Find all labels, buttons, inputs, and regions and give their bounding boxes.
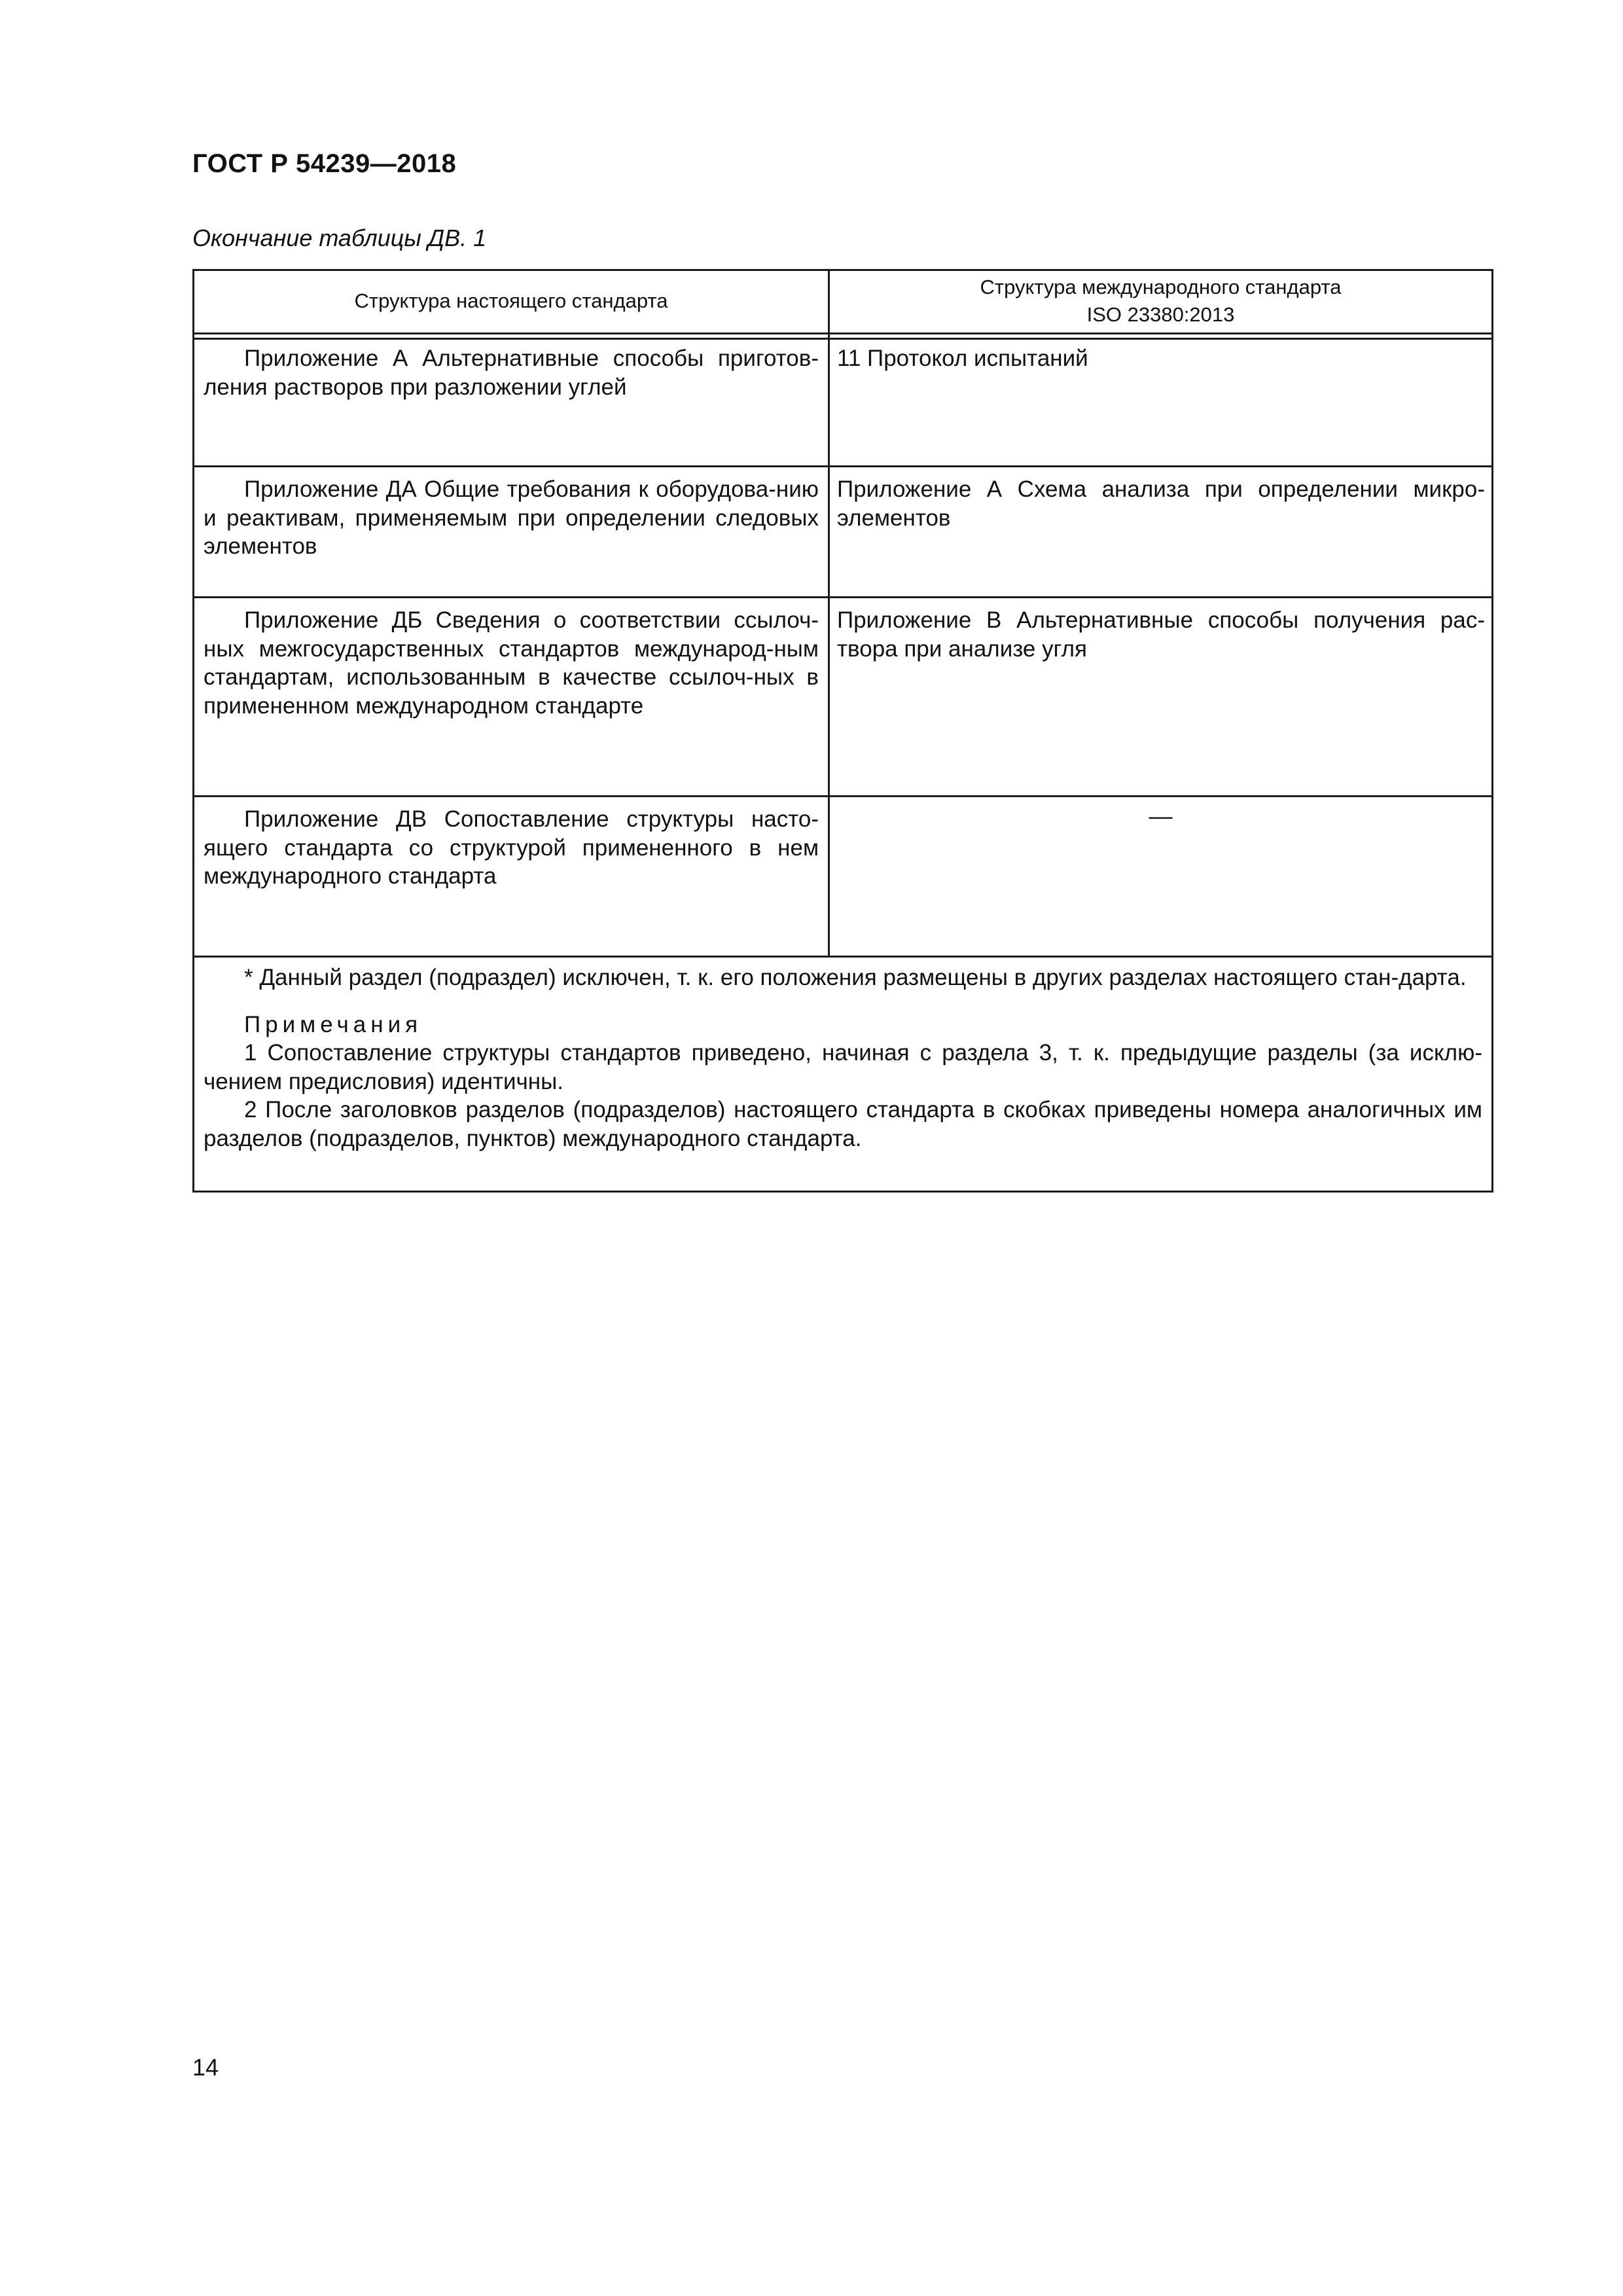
table-row-1-left: Приложение А Альтернативные способы приготов-ления растворов при разложении углей (204, 346, 819, 400)
column-header-iso-code: ISO 23380:2013 (1086, 303, 1235, 326)
page-number: 14 (192, 2054, 219, 2081)
table-footnote (204, 963, 1482, 1153)
table-caption: Окончание таблицы ДВ. 1 (192, 224, 487, 251)
header-divider-double (194, 338, 1491, 340)
table-row-4-left: Приложение ДВ Сопоставление структуры насто-ящего стандарта со структурой примененного в нем международного стандарта (204, 806, 819, 889)
row-divider (194, 795, 1491, 797)
note-item: 1 Сопоставление структуры стандартов приведено, начиная с раздела 3, т. к. предыдущие разделы (за исклю-чением предисловия) идентичны. (204, 1040, 1482, 1094)
column-header-international-standard (830, 274, 1491, 329)
column-header-current-standard: Структура настоящего стандарта (354, 289, 668, 312)
table-row-4-right: — (1149, 802, 1173, 829)
table-row-1-right: 11 Протокол испытаний (837, 346, 1088, 371)
table-row-2-left: Приложение ДА Общие требования к оборудова-нию и реактивам, применяемым при определении следовых элементов (204, 476, 819, 559)
header-divider (194, 332, 1491, 334)
row-divider (194, 465, 1491, 467)
comparison-table (192, 269, 1493, 1193)
table-row-3-left: Приложение ДБ Сведения о соответствии ссылоч-ных межгосударственных стандартов международ-ным стандартам, использованным в качестве ссылоч-ных в примененном международном стандарте (204, 607, 819, 719)
row-divider (194, 596, 1491, 598)
row-divider (194, 956, 1491, 958)
table-row-3-right: Приложение В Альтернативные способы получения рас-твора при анализе угля (837, 607, 1485, 662)
document-code: ГОСТ Р 54239—2018 (192, 149, 457, 178)
column-divider (828, 271, 830, 958)
notes-title: Примечания (244, 1011, 423, 1037)
table-row-2-right: Приложение А Схема анализа при определении микро-элементов (837, 476, 1485, 531)
note-item: 2 После заголовков разделов (подразделов) настоящего стандарта в скобках приведены номера аналогичных им разделов (подразделов, пунктов) международного стандарта. (204, 1097, 1482, 1151)
footnote-text: * Данный раздел (подраздел) исключен, т. к. его положения размещены в других разделах настоящего стан-дарта. (244, 965, 1467, 990)
column-header-line: Структура международного стандарта (980, 276, 1342, 298)
